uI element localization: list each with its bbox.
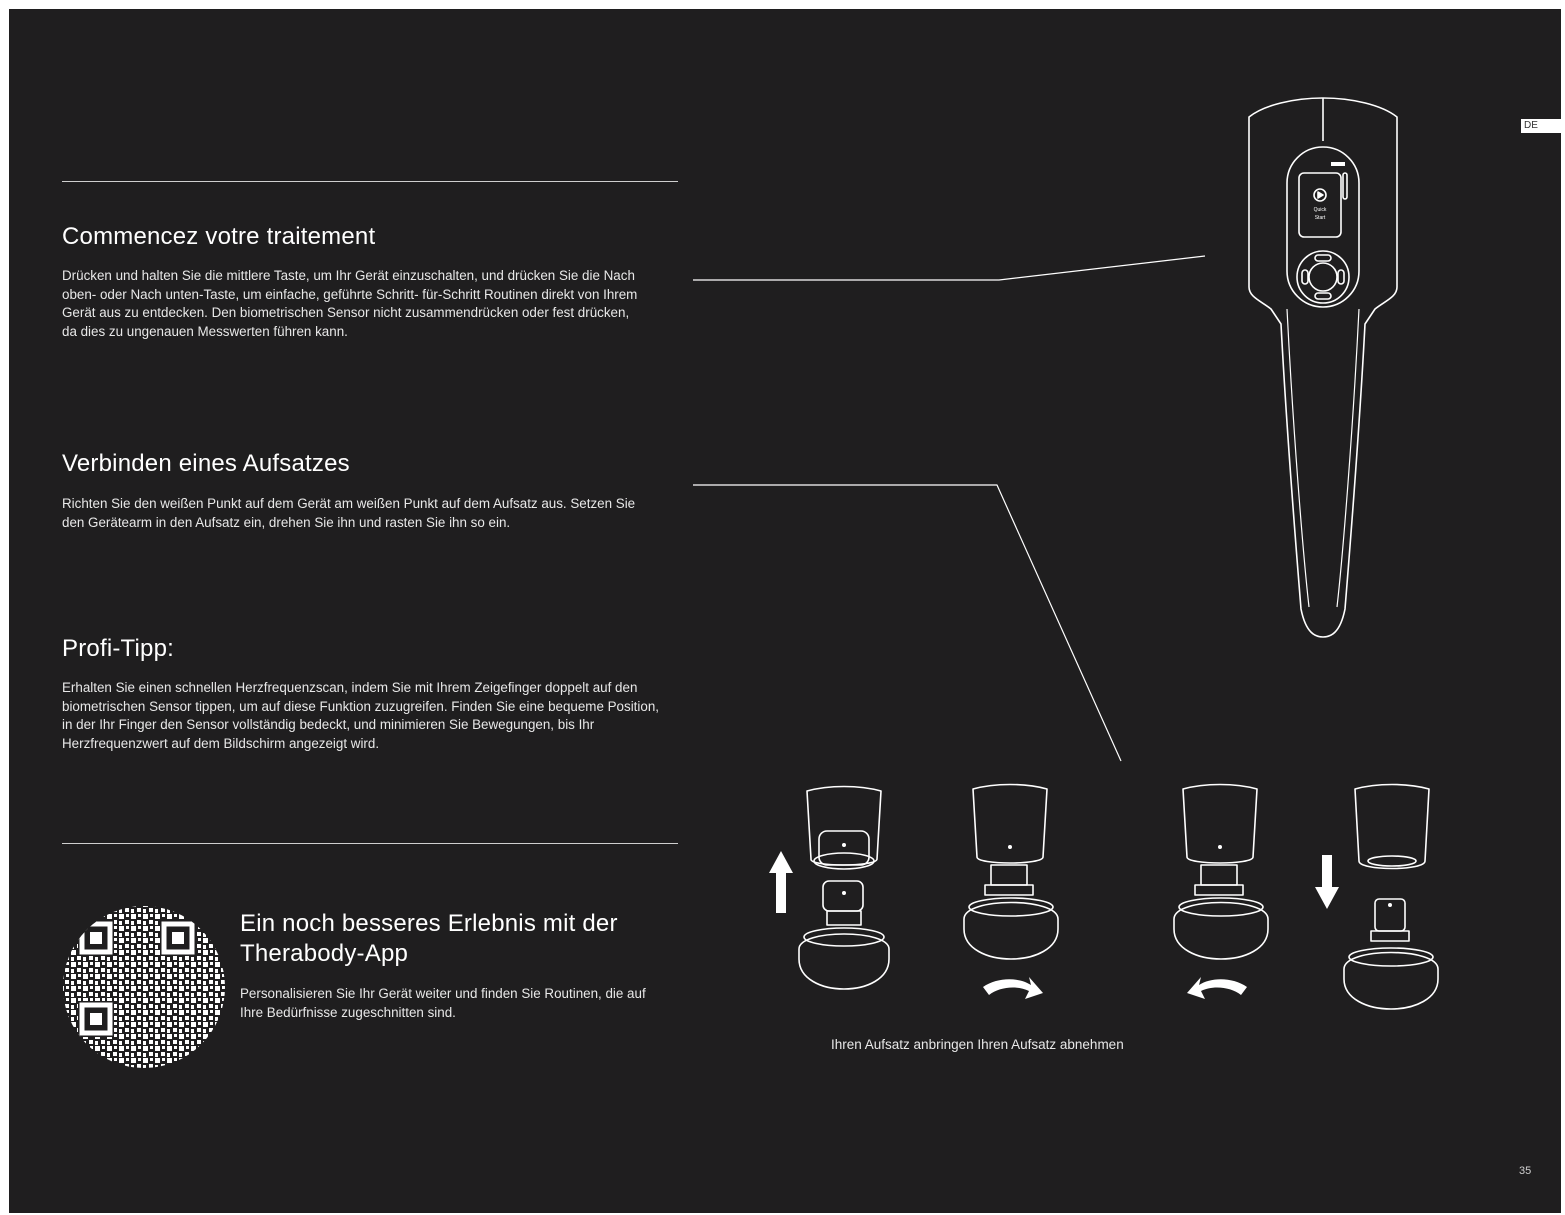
device-screen-label: Quick xyxy=(1313,207,1327,213)
section-body-app: Personalisieren Sie Ihr Gerät weiter und finden Sie Routinen, die auf Ihre Bedürfnisse zugeschnitten sind. xyxy=(240,986,646,1020)
section-body-start: Drücken und halten Sie die mittlere Taste, um Ihr Gerät einzuschalten, und drücken Sie die Nach oben- oder Nach unten-Taste, um einfache, geführte Schritt- für-Schritt Routinen direkt von Ihrem Gerät aus zu entdecken. Den biometrischen Sensor nicht zusammendrücken oder fest drücken, da dies zu ungenauen Messwerten führen kann. xyxy=(62,268,638,339)
section-body-tip: Erhalten Sie einen schnellen Herzfrequenzscan, indem Sie mit Ihrem Zeigefinger doppelt auf den biometrischen Sensor tippen, um auf diese Funktion zuzugreifen. Finden Sie eine bequeme Position, in der Ihr Finger den Sensor vollständig bedeckt, und minimieren Sie Bewegungen, bis Ihr Herzfrequenzwert auf dem Bildschirm angezeigt wird. xyxy=(62,680,659,751)
section-body-attach: Richten Sie den weißen Punkt auf dem Gerät am weißen Punkt auf dem Aufsatz aus. Setzen Sie den Gerätearm in den Aufsatz ein, drehen Sie ihn und rasten Sie ihn so ein. xyxy=(62,496,636,530)
section-heading-attach: Verbinden eines Aufsatzes xyxy=(62,450,350,477)
manual-page xyxy=(9,9,1561,1213)
section-heading-tip: Profi-Tipp: xyxy=(62,635,175,662)
section-heading-app: Ein noch besseres Erlebnis mit der Therabody-App xyxy=(240,910,618,967)
device-screen-label-2: Start xyxy=(1314,215,1326,221)
section-heading-start: Commencez votre traitement xyxy=(62,223,376,250)
language-tab: DE xyxy=(1521,119,1561,133)
page-number: 35 xyxy=(1519,1165,1532,1177)
illustration-caption: Ihren Aufsatz anbringen Ihren Aufsatz abnehmen xyxy=(831,1037,1124,1052)
device-illustration xyxy=(9,9,1561,1213)
